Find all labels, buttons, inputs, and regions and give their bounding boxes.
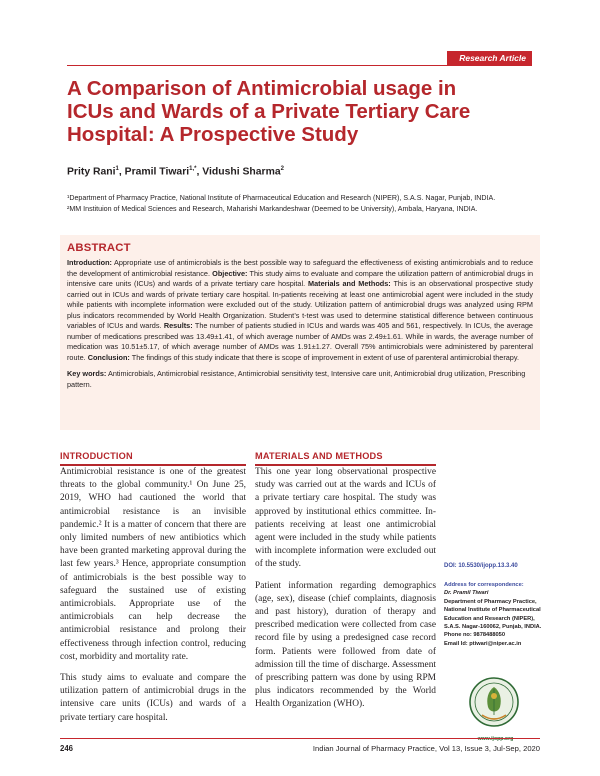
correspondence-block xyxy=(444,581,550,648)
abstract-box xyxy=(60,235,540,430)
abstract-conclusion-label: Conclusion: xyxy=(87,352,130,362)
affiliation-1: ¹Department of Pharmacy Practice, National Institute of Pharmaceutical Education and Research (NIPER), S.A.S. Nagar, Punjab, INDIA. xyxy=(67,194,496,202)
abstract-methods: This is an observational prospective study carried out in ICUs and wards of private tertiary care hospital. In-patients receiving at least one antimicrobial agent were included in the study while patients with incomplete information were excluded out of the study. Utilization pattern of antimicrobial drugs was analyzed using RPM plus indicators recommended by World Health Organization. Student’s t-test was used to determine statistical difference between continuous variables of ICUs and wards. xyxy=(67,279,534,330)
abstract-text xyxy=(67,258,533,363)
abstract-objective-label: Objective: xyxy=(212,268,248,278)
journal-seal-icon xyxy=(468,675,520,731)
correspondence-heading: Address for correspondence: xyxy=(444,582,524,588)
keywords-text: Antimicrobials, Antimicrobial resistance, Antimicrobial sensitivity test, Intensive care unit, Antimicrobial drug utilization, Prescribing pattern. xyxy=(67,369,526,389)
author-separator: , xyxy=(196,166,203,178)
methods-heading: MATERIALS AND METHODS xyxy=(255,451,383,461)
author-name: Prity Rani xyxy=(67,166,116,178)
page-number: 246 xyxy=(60,744,74,753)
methods-column xyxy=(255,466,436,720)
abstract-methods-label: Materials and Methods: xyxy=(308,279,391,288)
doi[interactable]: DOI: 10.5530/ijopp.13.3.40 xyxy=(444,563,518,569)
correspondence-email[interactable]: Email Id: ptiwari@niper.ac.in xyxy=(444,640,522,647)
author-affiliation-mark: 2 xyxy=(280,166,284,172)
correspondence-name xyxy=(444,589,550,597)
keywords-label: Key words: xyxy=(67,369,107,378)
abstract-results-label: Results: xyxy=(163,321,193,330)
abstract-conclusion: The findings of this study indicate that there is scope of improvement in extent of use of parenteral antimicrobial therapy. xyxy=(131,352,519,362)
correspondence-address: Department of Pharmacy Practice, National Institute of Pharmaceutical Education and Research (NIPER), S.A.S. Nagar-160062, Punjab, INDIA. xyxy=(444,598,542,631)
footer-rule xyxy=(60,738,540,739)
abstract-heading: ABSTRACT xyxy=(67,242,131,254)
header-rule xyxy=(67,65,532,66)
author-name: Pramil Tiwari xyxy=(124,166,190,178)
journal-citation: Indian Journal of Pharmacy Practice, Vol 13, Issue 3, Jul-Sep, 2020 xyxy=(312,744,540,753)
abstract-intro-label: Introduction: xyxy=(67,258,112,267)
introduction-heading: INTRODUCTION xyxy=(60,451,133,461)
author-list xyxy=(67,166,284,177)
keywords xyxy=(67,369,533,390)
abstract-results: The number of patients studied in ICUs and wards was 405 and 561, respectively. In ICUs, the average number of medications prescribed was 13.49±1.41, of which average number of AMDs was 2.49±1.61. While in wards, the average number of medication was 10.51±5.17, of which average number of AMDs was 1.91±1.27. Overall 75% antimicrobials were administered by parenteral route. xyxy=(67,321,533,362)
correspondence-phone: Phone no: 9878488050 xyxy=(444,632,506,639)
author-affiliation-mark: 1,* xyxy=(189,166,197,172)
introduction-paragraph-1: Antimicrobial resistance is one of the greatest threats to the global community.¹ On June 25, 2019, WHO had cautioned the world that antimicrobial resistance is an invisible pandemic.² It is a matter of concern that there are only limited numbers of new antibiotics which have been granted marketing approval during the last few years.³ Hence, appropriate consumption of antimicrobials is the best possible way to safeguard the sustained use of existing antimicrobials. Appropriate use of the antimicrobials can help decrease the antimicrobial resistance and prolong their effectiveness through infection control, reducing cost, morbidity and mortality rate. xyxy=(60,467,246,662)
affiliations xyxy=(67,193,537,215)
introduction-column xyxy=(60,466,246,733)
article-title: A Comparison of Antimicrobial usage in ICUs and Wards of a Private Tertiary Care Hospital: A Prospective Study xyxy=(67,77,471,146)
methods-paragraph-2: Patient information regarding demographics (age, sex), disease (chief complaints, diagnosis and past history), duration of therapy and prescribed medication were collected from case record file by using a predesigned case record form. Patients were followed from date of admission till the time of discharge. Assessment of prescribing pattern was done by using RPM plus indicators recommended by the World Health Organization (WHO). xyxy=(255,580,436,710)
author-separator: , xyxy=(118,166,125,178)
correspondence-name-text: Dr. Pramil Tiwari xyxy=(444,590,489,597)
author-name: Vidushi Sharma xyxy=(202,166,281,178)
abstract-objective: This study aims to evaluate and compare the utilization pattern of antimicrobial drugs in intensive care units (ICUs) and wards of a private tertiary care hospital. xyxy=(67,268,533,288)
author-affiliation-mark: 1 xyxy=(115,166,119,172)
introduction-paragraph-2: This study aims to evaluate and compare the utilization pattern of antimicrobial drugs in the intensive care units (ICUs) and wards of a private tertiary care hospital. xyxy=(60,673,246,723)
affiliation-2: ²MM Instituion of Medical Sciences and Research, Maharishi Markandeshwar (Deemed to be University), Ambala, Haryana, INDIA. xyxy=(67,205,478,214)
methods-paragraph-1: This one year long observational prospective study was carried out at the wards and ICUs of a private tertiary care hospital. The study was approved by institutional ethics committee. In-patients receiving at least one antimicrobial agent were included in the study while patients with incomplete information were excluded out of the study. xyxy=(255,467,436,570)
article-type-tag: Research Article xyxy=(447,51,532,66)
abstract-intro: Appropriate use of antimicrobials is the best possible way to safeguard the effectiveness of existing antimicrobials and to reduce the development of antimicrobial resistance. xyxy=(67,258,534,278)
journal-website[interactable]: www.ijopp.org xyxy=(477,736,514,742)
